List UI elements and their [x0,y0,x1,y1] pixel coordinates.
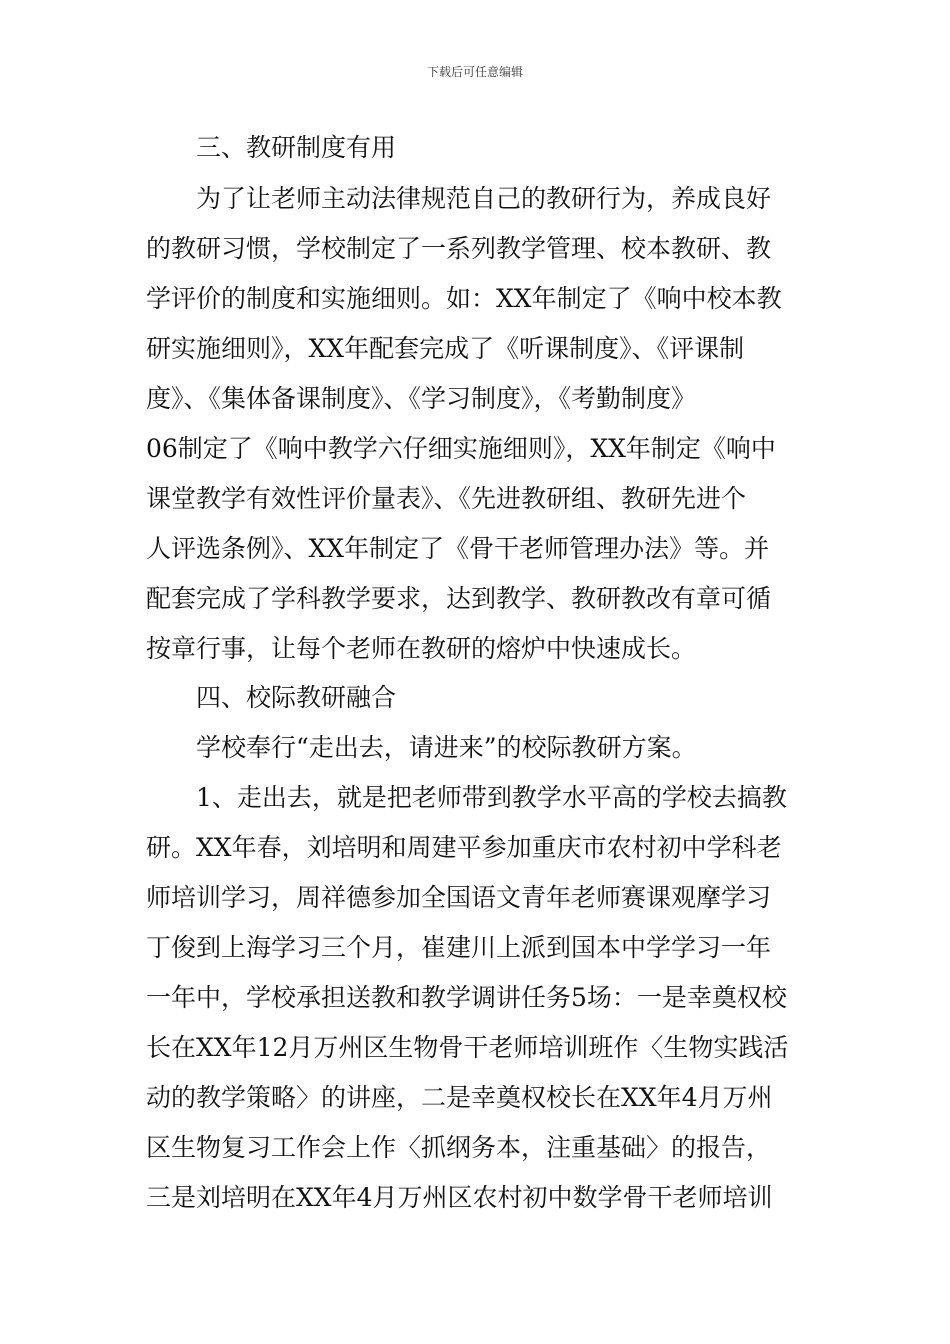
text-line: 学校奉行“走出去，请进来”的校际教研方案。 [146,733,697,762]
text-line: 课堂教学有效性评价量表》、《先进教研组、教研先进个 [146,484,747,513]
text-line: 动的教学策略〉的讲座，二是幸奠权校长在XX年4月万州 [146,1083,773,1112]
section-heading-3: 三、教研制度有用 [146,133,397,162]
text-line: 师培训学习，周祥德参加全国语文青年老师赛课观摩学习 [146,883,772,912]
section-heading-4: 四、校际教研融合 [146,683,397,712]
text-line: 配套完成了学科教学要求，达到教学、教研教改有章可循 [146,584,772,613]
page-header: 下载后可任意编辑 [426,65,523,79]
text-line: 1、走出去，就是把老师带到教学水平高的学校去搞教 [146,783,787,812]
text-line: 学评价的制度和实施细则。如：XX年制定了《响中校本教 [146,284,782,313]
text-line: 按章行事，让每个老师在教研的熔炉中快速成长。 [146,634,697,663]
text-line: 一年中，学校承担送教和教学调讲任务5场：一是幸奠权校 [146,983,787,1012]
text-line: 06制定了《响中教学六仔细实施细则》，XX年制定《响中 [146,434,776,463]
text-line: 区生物复习工作会上作〈抓纲务本，注重基础〉的报告， [146,1133,772,1162]
text-line: 的教研习惯，学校制定了一系列教学管理、校本教研、教 [146,234,772,263]
text-line: 研实施细则》，XX年配套完成了《听课制度》、《评课制 [146,334,745,363]
text-line: 长在XX年12月万州区生物骨干老师培训班作〈生物实践活 [146,1033,789,1062]
text-line: 人评选条例》、XX年制定了《骨干老师管理办法》等。并 [146,534,770,563]
text-line: 度》、《集体备课制度》、《学习制度》，《考勤制度》 [146,384,697,413]
text-line: 丁俊到上海学习三个月，崔建川上派到国本中学学习一年 [146,933,772,962]
text-line: 研。XX年春，刘培明和周建平参加重庆市农村初中学科老 [146,833,782,862]
text-line: 为了让老师主动法律规范自己的教研行为，养成良好 [146,184,772,213]
text-line: 三是刘培明在XX年4月万州区农村初中数学骨干老师培训 [146,1183,773,1212]
